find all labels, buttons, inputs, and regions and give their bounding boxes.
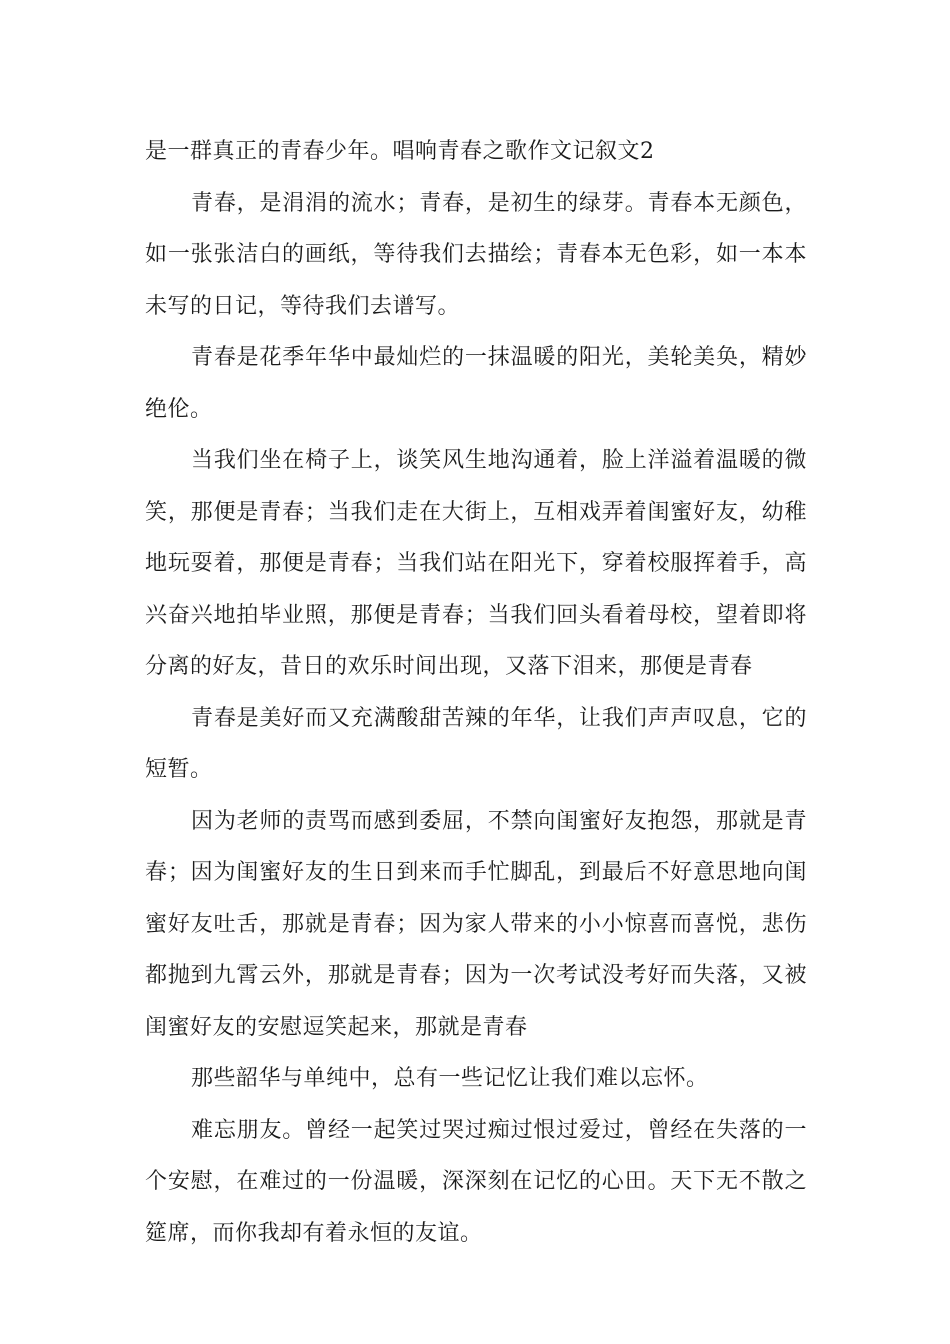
paragraph-7: 那些韶华与单纯中，总有一些记忆让我们难以忘怀。 [191, 1066, 709, 1091]
paragraph-1: 是一群真正的青春少年。唱响青春之歌作文记叙文2 [145, 139, 655, 164]
paragraph-3: 青春是花季年华中最灿烂的一抹温暖的阳光，美轮美奂，精妙绝伦。 [145, 345, 807, 422]
paragraph-6: 因为老师的责骂而感到委屈，不禁向闺蜜好友抱怨，那就是青春；因为闺蜜好友的生日到来而手忙脚乱，到最后不好意思地向闺蜜好友吐舌，那就是青春；因为家人带来的小小惊喜而喜悦，悲伤都抛到九霄云外，那就是青春；因为一次考试没考好而失落，又被闺蜜好友的安慰逗笑起来，那就是青春 [145, 808, 807, 1040]
paragraph-4: 当我们坐在椅子上，谈笑风生地沟通着，脸上洋溢着温暖的微笑，那便是青春；当我们走在大街上，互相戏弄着闺蜜好友，幼稚地玩耍着，那便是青春；当我们站在阳光下，穿着校服挥着手，高兴奋兴地拍毕业照，那便是青春；当我们回头看着母校，望着即将分离的好友，昔日的欢乐时间出现，又落下泪来，那便是青春 [145, 448, 807, 679]
paragraph-2: 青春，是涓涓的流水；青春，是初生的绿芽。青春本无颜色，如一张张洁白的画纸，等待我们去描绘；青春本无色彩，如一本本未写的日记，等待我们去谱写。 [145, 190, 807, 319]
paragraph-5: 青春是美好而又充满酸甜苦辣的年华，让我们声声叹息，它的短暂。 [145, 705, 807, 782]
document-body [145, 126, 807, 1259]
paragraph-8: 难忘朋友。曾经一起笑过哭过痴过恨过爱过，曾经在失落的一个安慰，在难过的一份温暖，深深刻在记忆的心田。天下无不散之筵席，而你我却有着永恒的友谊。 [145, 1117, 807, 1246]
